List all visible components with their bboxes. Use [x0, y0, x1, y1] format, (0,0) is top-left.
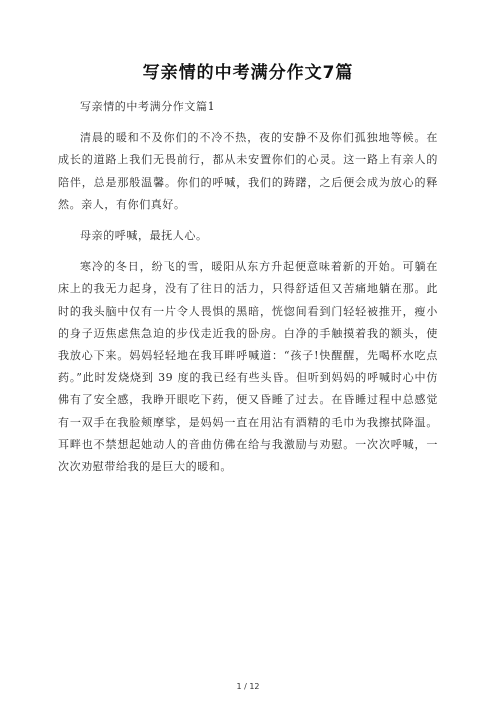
page-indicator: 1 / 12 [236, 682, 260, 691]
paragraph: 寒冷的冬日，纷飞的雪，暖阳从东方升起便意味着新的开始。可躺在床上的我无力起身，没有了往日的活力，只得舒适但又苦痛地躺在那。此时的我头脑中仅有一片令人畏惧的黑暗，恍惚间看到门轻轻被推开，瘦小的身子迈焦虑焦急迫的步伐走近我的卧房。白净的手触摸着我的额头，使我放心下来。妈妈轻轻地在我耳畔呼喊道：“孩子!快醒醒，先喝杯水吃点药。”此时发烧烧到 39 度的我已经有些头昏。但听到妈妈的呼喊时心中仿佛有了安全感，我睁开眼吃下药，便又昏睡了过去。在昏睡过程中总感觉有一双手在我脸颊摩挲，是妈妈一直在用沾有酒精的毛巾为我擦拭降温。耳畔也不禁想起她动人的音曲仿佛在给与我激励与劝慰。一次次呼喊，一次次劝慰带给我的是巨大的暖和。 [58, 260, 438, 474]
document-body [58, 96, 438, 487]
paragraph: 清晨的暖和不及你们的不冷不热，夜的安静不及你们孤独地等候。在成长的道路上我们无畏前行，都从未安置你们的心灵。这一路上有亲人的陪伴，总是那般温馨。你们的呼喊，我们的踌躇，之后便会成为放心的释然。亲人，有你们真好。 [58, 131, 438, 211]
paragraph: 母亲的呼喊，最抚人心。 [80, 229, 208, 243]
document-title: 写亲情的中考满分作文7篇 [142, 63, 354, 83]
section-heading: 写亲情的中考满分作文篇1 [80, 100, 216, 113]
